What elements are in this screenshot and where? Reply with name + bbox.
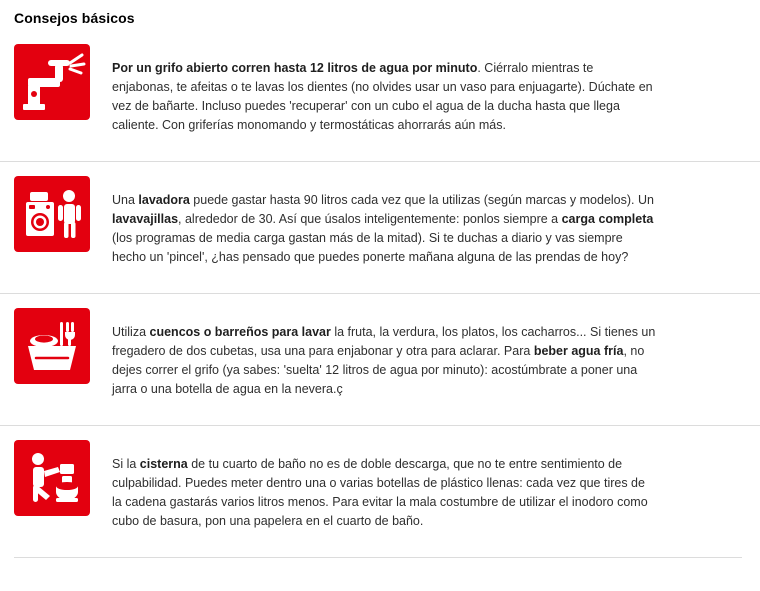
tip-text-plain: puede gastar hasta 90 litros cada vez que la utilizas (según marcas y modelos). Un [189,192,654,207]
tip-text-bold: beber agua fría [533,343,624,358]
toilet-cistern-icon [14,440,90,516]
tip-text-bold: lavadora [138,192,190,207]
tip-text-plain: . Ciérralo mientras te enjabonas, te afeitas o te lavas los dientes (no olvides usar un vaso para enjuagarte). Dúchate en vez de bañarte. Incluso puedes 'recuperar' con un cubo el agua de la ducha hasta que llega caliente. Con griferías monomando y termostáticas ahorrarás aún más. [112,60,653,132]
bottom-divider [14,557,742,558]
tip-text-bold: Por un grifo abierto corren hasta 12 litros de agua por minuto [112,60,478,75]
tip-text [112,189,657,267]
list-item [0,293,760,425]
tip-text-bold: lavavajillas [112,211,179,226]
dish-basin-icon [14,308,90,384]
list-item [0,161,760,293]
page-title: Consejos básicos [14,10,135,26]
tip-text [112,57,657,135]
tip-text [112,453,657,531]
washing-machine-icon [14,176,90,252]
tip-text-plain: Una [112,192,139,207]
tip-text-plain: Utiliza [112,324,150,339]
tip-text [112,321,657,399]
tip-text-plain: , alrededor de 30. Así que úsalos inteligentemente: ponlos siempre a [178,211,562,226]
list-item [0,425,760,557]
tips-list [0,34,760,557]
tip-text-plain: (los programas de media carga gastan más de la mitad). Si te duchas a diario y vas siempre hecho un 'pincel', ¿has pensado que puedes ponerte mañana alguna de las prendas de hoy? [112,230,629,264]
list-item [0,34,760,161]
tip-text-bold: cuencos o barreños para lavar [149,324,331,339]
tip-text-plain: Si la [112,456,140,471]
tip-text-plain: , no dejes correr el grifo (ya sabes: 'suelta' 12 litros de agua por minuto): acostúmbrate a poner una jarra o una botella de agua en la nevera.ç [112,343,645,396]
tip-text-plain: la fruta, la verdura, los platos, los cacharros... Si tienes un fregadero de dos cubetas, usa una para enjabonar y otra para aclarar. Para [112,324,656,358]
tip-text-bold: cisterna [139,456,188,471]
faucet-icon [14,44,90,120]
tip-text-bold: carga completa [561,211,654,226]
tip-text-plain: de tu cuarto de baño no es de doble descarga, que no te entre sentimiento de culpabilidad. Puedes meter dentro una o varias botellas de plástico llenas: cada vez que tires de la cadena gastarás varios litros menos. Para evitar la mala costumbre de utilizar el inodoro como cubo de basura, pon una papelera en el cuarto de baño. [112,456,648,528]
